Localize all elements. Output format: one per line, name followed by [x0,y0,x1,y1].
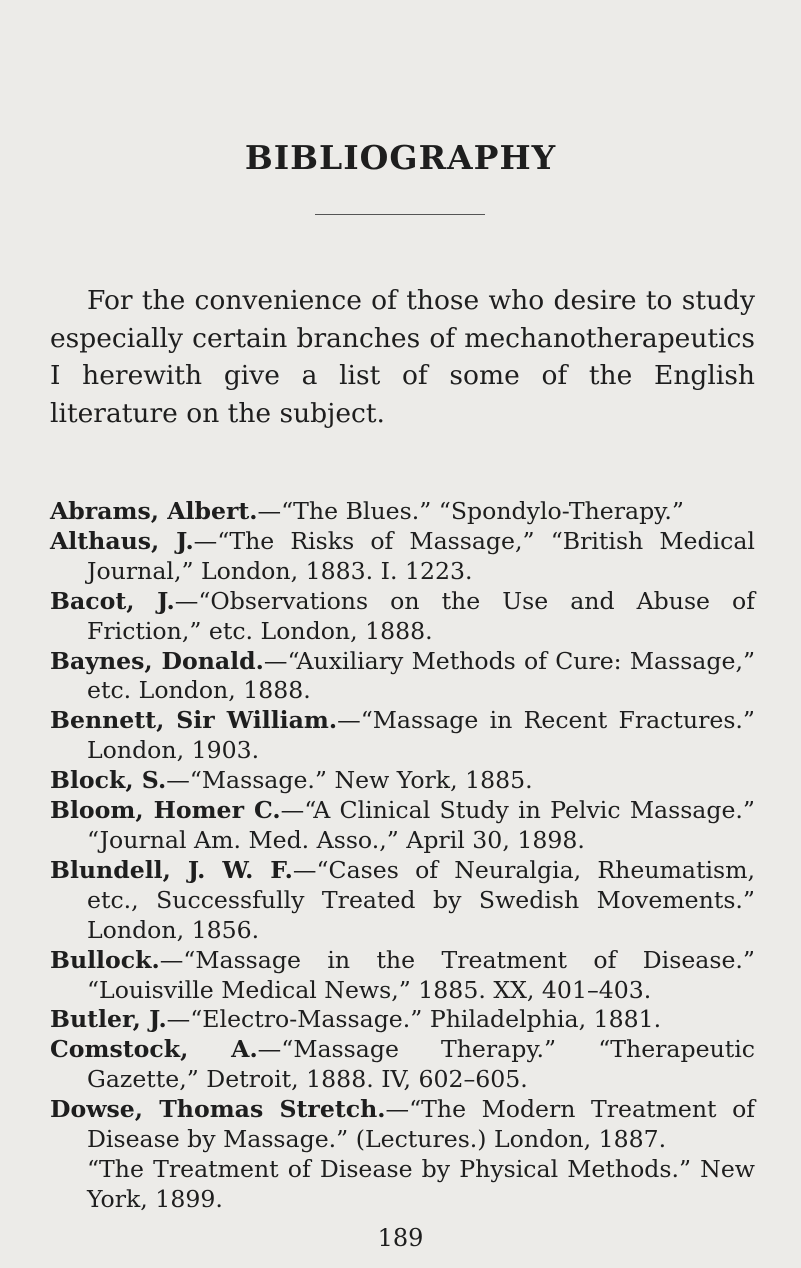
entry-author: Bloom, Homer C. [50,796,281,825]
page-title: BIBLIOGRAPHY [244,138,557,177]
entry-citation: —“The Modern Treatment of Disease by Massage.” (Lectures.) London, 1887. [87,1095,756,1154]
entry-citation: —“A Clinical Study in Pelvic Massage.” “Journal Am. Med. Asso.,” April 30, 1898. [87,796,755,854]
entry-author: Baynes, Donald. [50,646,264,675]
title-divider [315,214,485,215]
entry-author: Dowse, Thomas Stretch. [50,1095,386,1124]
bibliography-entry [50,1095,755,1155]
entry-citation: —“Massage in Recent Fractures.” London, 1903. [87,706,755,765]
entry-citation: —“The Blues.” “Spondylo-Therapy.” [257,497,684,525]
page-number: 189 [377,1224,424,1252]
bibliography-entry [50,706,755,766]
bibliography-entry [50,796,755,856]
entry-citation: —“Electro-Massage.” Philadelphia, 1881. [166,1005,662,1034]
entry-author: Butler, J. [50,1005,167,1034]
bibliography-entry [50,1035,755,1095]
bibliography-entry [50,527,755,587]
bibliography-entry [50,946,755,1006]
entry-author: Abrams, Albert. [50,497,258,525]
entry-citation: —“Massage Therapy.” “Therapeutic Gazette,” Detroit, 1888. IV, 602–605. [87,1035,756,1094]
entry-citation: —“Massage.” New York, 1885. [166,766,533,795]
entry-author: Blundell, J. W. F. [50,855,293,884]
entry-author: Block, S. [50,766,167,795]
entry-author: Bennett, Sir William. [50,706,338,735]
entry-citation: —“The Risks of Massage,” “British Medical Journal,” London, 1883. I. 1223. [87,526,755,585]
bibliography-entry [50,766,755,796]
bibliography-entry-continuation: “The Treatment of Disease by Physical Methods.” New York, 1899. [87,1154,755,1213]
bibliography-entry [50,856,755,946]
entry-author: Comstock, A. [50,1035,258,1064]
entry-citation: —“Massage in the Treatment of Disease.” “Louisville Medical News,” 1885. XX, 401–403. [87,945,755,1004]
entry-author: Bacot, J. [50,586,175,615]
bibliography-entry [50,647,755,707]
entry-author: Bullock. [50,945,160,974]
bibliography-list [50,497,755,1215]
entry-author: Althaus, J. [50,526,194,555]
intro-paragraph: For the convenience of those who desire to study especially certain branches of mechanotherapeutics I herewith give a list of some of the English literature on the subject. [50,285,755,429]
entry-citation: —“Auxiliary Methods of Cure: Massage,” etc. London, 1888. [87,646,755,705]
bibliography-entry [50,1005,755,1035]
bibliography-entry [50,587,755,647]
bibliography-entry [50,497,755,527]
entry-citation: —“Cases of Neuralgia, Rheumatism, etc., Successfully Treated by Swedish Movements.” London, 1856. [87,855,755,944]
entry-citation: —“Observations on the Use and Abuse of Friction,” etc. London, 1888. [87,586,755,645]
